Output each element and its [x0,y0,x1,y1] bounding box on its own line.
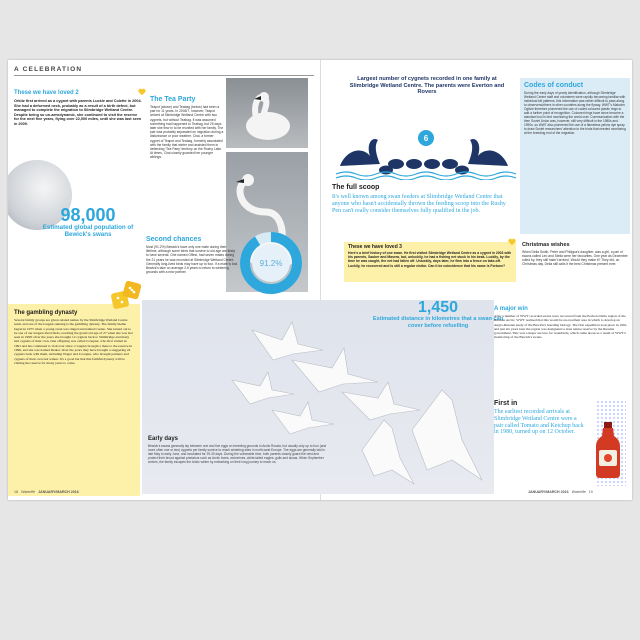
christmas-block [522,242,628,266]
magazine-spread [8,60,632,500]
early-heading: Early days [148,436,179,442]
loved2-block [14,90,142,127]
teaparty-block [150,96,224,160]
heart-icon-2 [508,238,516,246]
first-block [494,400,584,436]
major-heading: A major win [494,306,528,312]
loved3-block [348,244,512,268]
right-mag-title: Waterlife [571,490,586,494]
christmas-heading: Christmas wishes [522,242,570,248]
cygnet-count: 6 [423,134,429,143]
conduct-block [524,82,626,135]
teaparty-heading: The Tea Party [150,96,196,103]
loved2-heading: These we have loved 2 [14,90,79,96]
pie-chart [240,232,302,294]
teaparty-body: Teapot (above) and Teabag (below) had been a pair for 11 years. In 2006/7, however, Teapot arrived at Slimbridge Wetland Centre with two cygnets, but without Teabag. It was assumed something had happened to Teabag, but 25 days later she flew in to be reunited with her family. The pair was probably separated on migration during a disturbance or poor weather. Chai, a former cygnet of Teapot and Teabag, formerly associated with the family that winter and assisted them in defending 'Tea Party' territory on the Rushy Lake. At times, Chai closely guarded her younger siblings. [150,105,224,160]
heart-icon [138,88,146,96]
distance-number: 1,450 [417,299,459,316]
distance-caption: Estimated distance in kilometres that a swan can cover before refuelling [372,316,504,329]
population-stat [38,206,138,238]
distance-stat [368,300,508,329]
cygnets-block [344,76,510,96]
left-page-number: 18 [14,490,18,494]
second-heading: Second chances [146,236,202,243]
major-block [494,306,628,340]
left-issue-date: JANUARY/MARCH 2016 [38,490,79,494]
loved3-body: Here's a brief history of one swan. He first visited Slimbridge Wetland Centre as a cygnet in 2003 with his parents, Sauber and Masera, but, unluckily, he had a fishing net stuck in his beak. Luckily, by the time he was caught, the net had fallen off. Unluckily, days later, he flew into a fence on take-off. Luckily, he recovered and is still a regular visitor. Can it be coincidence that his name is Fortune? [348,251,512,268]
pie-label: 91.2% [259,259,283,268]
left-mag-title: Waterlife [21,490,36,494]
right-page-number: 19 [588,490,593,494]
ketchup-bottle-icon [594,422,622,478]
teapot-photo [226,78,308,148]
loved2-body: Orkitz first arrived as a cygnet with parents Luckie and Colette in 2004. She had a deformed neck, probably as a result of a birth defect, but managed to complete the migration to Slimbridge Wetland Centre. Despite being so un-aerodynamic, she continued to visit the reserve for the next five years, flying over 22,000 miles, until she was last seen in 2009. [14,99,142,126]
right-footer [528,490,593,494]
population-caption: Estimated global population of Bewick's swans [42,224,134,238]
first-body: The earliest recorded arrivals at Slimbridge Wetland Centre were a pair called Tomato and Ketchup back in 1980, turned up on 12 October. [494,409,584,436]
early-block [148,436,328,464]
second-body: Most (91.2%) Bewick's have only one mate during their lifetime, although some birds that survive to old age are likely to have several. One named Offest, had seven mates during the 21 years he was recorded at Slimbridge Wetland Centre. Generally long-lived birds may have up to four. If a mate is lost, Bewick's take on average 2.6 years to return to wintering grounds with a new partner. [146,245,238,275]
conduct-heading: Codes of conduct [524,82,584,89]
scoop-body: It's well known among swan feeders at Slimbridge Wetland Centre that anyone who hasn't accidentally thrown the feeding scoop into the Rushy Pen can't really consider themselves fully qualified in the job. [332,194,506,214]
section-tag: A CELEBRATION [14,66,83,73]
left-footer [14,490,79,494]
dice-icon [110,280,144,312]
second-block [146,236,238,274]
cygnets-title: Largest number of cygnets recorded in one family at Slimbridge Wetland Centre. The parents were Everton and Rovers [349,76,505,96]
dynasty-heading: The gambling dynasty [14,310,78,316]
right-issue-date: JANUARY/MARCH 2016 [528,490,569,494]
scoop-heading: The full scoop [332,184,380,191]
loved3-heading: These we have loved 3 [348,244,402,250]
conduct-body: During the early days of yearly identification, although Slimbridge Wetland Centre staff and volunteers were rapidly becoming familiar with individual bill patterns, this information was rather difficult to pass along to observers/others in other countries along the flyway. WWT's Malcolm Ogilvie therefore pioneered the use of coded coloured plastic rings to add a further point of recognition. Coloured rings have since become a standard tool in bird monitoring the world over. Communication with the then Soviet Union was, however, still very difficult in the 1980s and 1990s, so WWT also pioneered the use of a flameless yellow dye spray to draw Soviet researchers' attention to the birds that needed monitoring at the breeding end of the migration. [524,91,626,135]
early-body: Bewick's swans generally lay between one and five eggs on breeding grounds in Arctic Russia, but usually only up to four (and more often one or two) cygnets per family survive to reach wintering sites in north-west Europe. The eggs are generally laid in late May to early June, and incubated for 29-30 days. During the vulnerable time, both parents closely guard the nest and protect their brood against predators such as Arctic foxes, wolverines, white-tailed eagles, gulls and skuas. When September arrives, the family escapes the Arctic winter by embarking on their long journey to reach us. [148,444,327,464]
dynasty-body: Several family groups are given related names by the Slimbridge Wetland Centre team, and one of the longest-running is the gambling dynasty. The family theme began in 1975 when a young swan was ringed and named Casino. She turned out to be one of our longest-lived birds, reaching the grand old age of 27 when she was last seen in 1998. Over the years she brought 12 cygnets back to Slimbridge and many had cygnets of their own. One offspring was called Croupier, who first visited in 1991 and has continued to visit ever since. Croupier brought a mate to the reserve in 1996, and she was named Dealer. Over the years they have brought a staggering 24 cygnets back with them, including Wager and Croupier, who brought partners and cygnets of their own last winter. It's a good bet that this faithful dynasty will be visiting the reserve for many years to come. [14,318,133,365]
christmas-body: When Delia Smith, Peter and Philippa's daughter, was a girl, a pair of swans called Leo and Stella were her favourites. One year as December rolled by, they still hadn't arrived. Would they make it? They did, on Christmas day. Delia still calls it the best Christmas present ever. [522,250,628,267]
population-number: 98,000 [60,205,116,225]
scoop-block [332,184,516,215]
major-body: After a number of WWT recorded swans were recovered from the Pechora Delta region of the Russian Arctic, WWT realised that this would be an excellent area in which to develop an Anglo-Russian study of the Bewick's breeding biology. The first expedition took place in 1991, and just six years later the region was designated a state nature reserve by the Russian government. This was a major success for waterbirds, which came about as a result of WWT's monitoring of the Bewick's swans. [494,314,628,340]
swan-family-illustration [336,106,516,180]
dynasty-block [14,310,134,365]
section-rule [14,75,314,76]
first-heading: First in [494,400,518,407]
